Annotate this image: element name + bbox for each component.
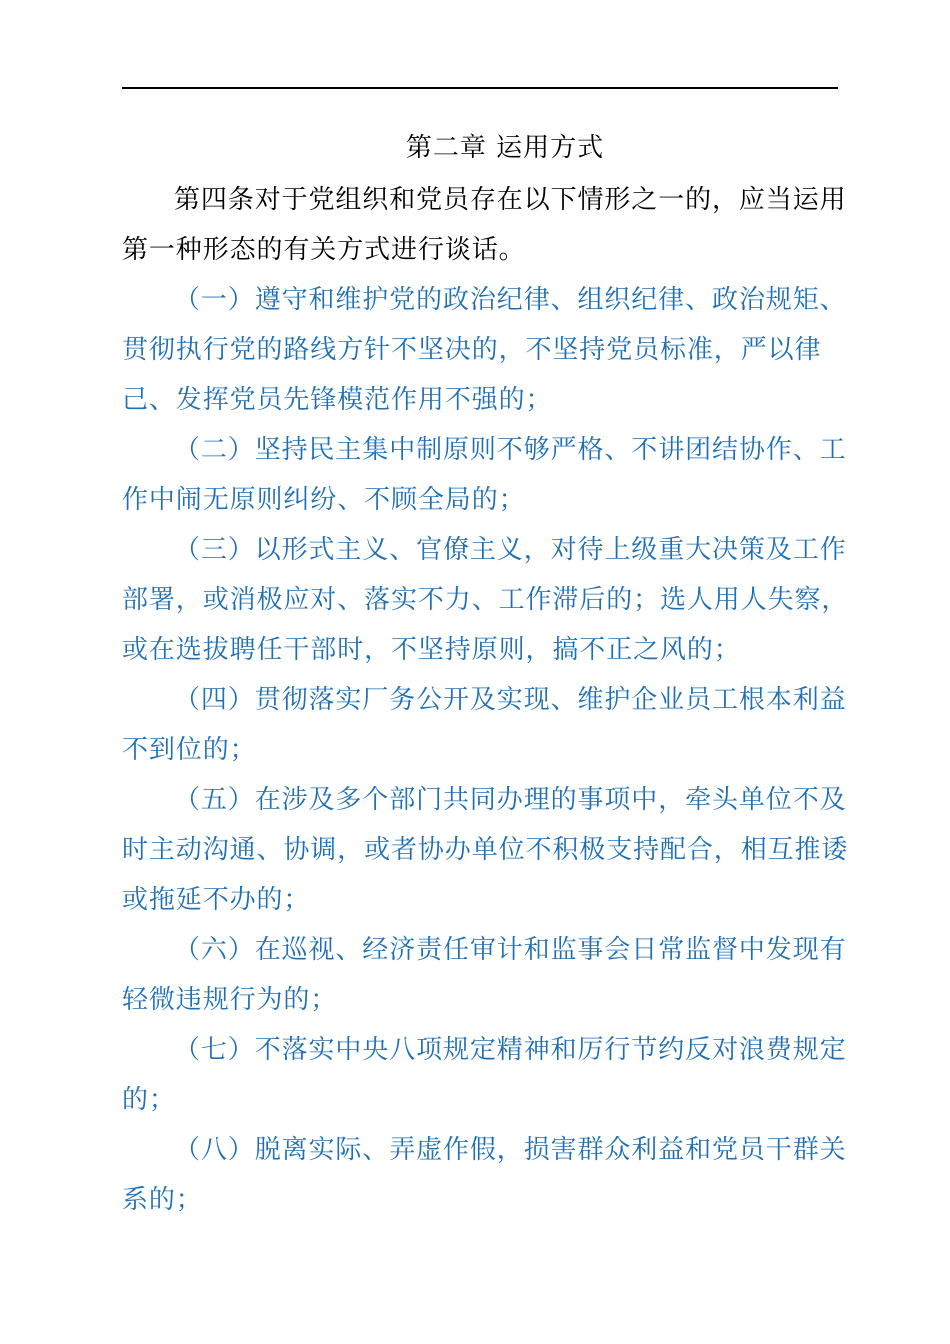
- header-rule: [122, 87, 838, 89]
- item-3-paragraph: （三）以形式主义、官僚主义，对待上级重大决策及工作部署，或消极应对、落实不力、工作滞后的；选人用人失察，或在选拔聘任干部时，不坚持原则，搞不正之风的；: [122, 535, 849, 665]
- chapter-title: 第二章 运用方式: [405, 133, 605, 163]
- article-4-paragraph: 第四条对于党组织和党员存在以下情形之一的，应当运用第一种形态的有关方式进行谈话。: [122, 185, 847, 265]
- item-5-paragraph: （五）在涉及多个部门共同办理的事项中，牵头单位不及时主动沟通、协调，或者协办单位不积极支持配合，相互推诿或拖延不办的；: [122, 785, 849, 915]
- item-8-paragraph: （八）脱离实际、弄虚作假，损害群众利益和党员干群关系的；: [122, 1135, 847, 1215]
- item-1-paragraph: （一）遵守和维护党的政治纪律、组织纪律、政治规矩、贯彻执行党的路线方针不坚决的，不坚持党员标准，严以律己、发挥党员先锋模范作用不强的；: [122, 285, 847, 415]
- item-7-paragraph: （七）不落实中央八项规定精神和厉行节约反对浪费规定的；: [122, 1035, 847, 1115]
- item-4-paragraph: （四）贯彻落实厂务公开及实现、维护企业员工根本利益不到位的；: [122, 685, 847, 765]
- item-2-paragraph: （二）坚持民主集中制原则不够严格、不讲团结协作、工作中闹无原则纠纷、不顾全局的；: [122, 435, 847, 515]
- item-6-paragraph: （六）在巡视、经济责任审计和监事会日常监督中发现有轻微违规行为的；: [122, 935, 847, 1015]
